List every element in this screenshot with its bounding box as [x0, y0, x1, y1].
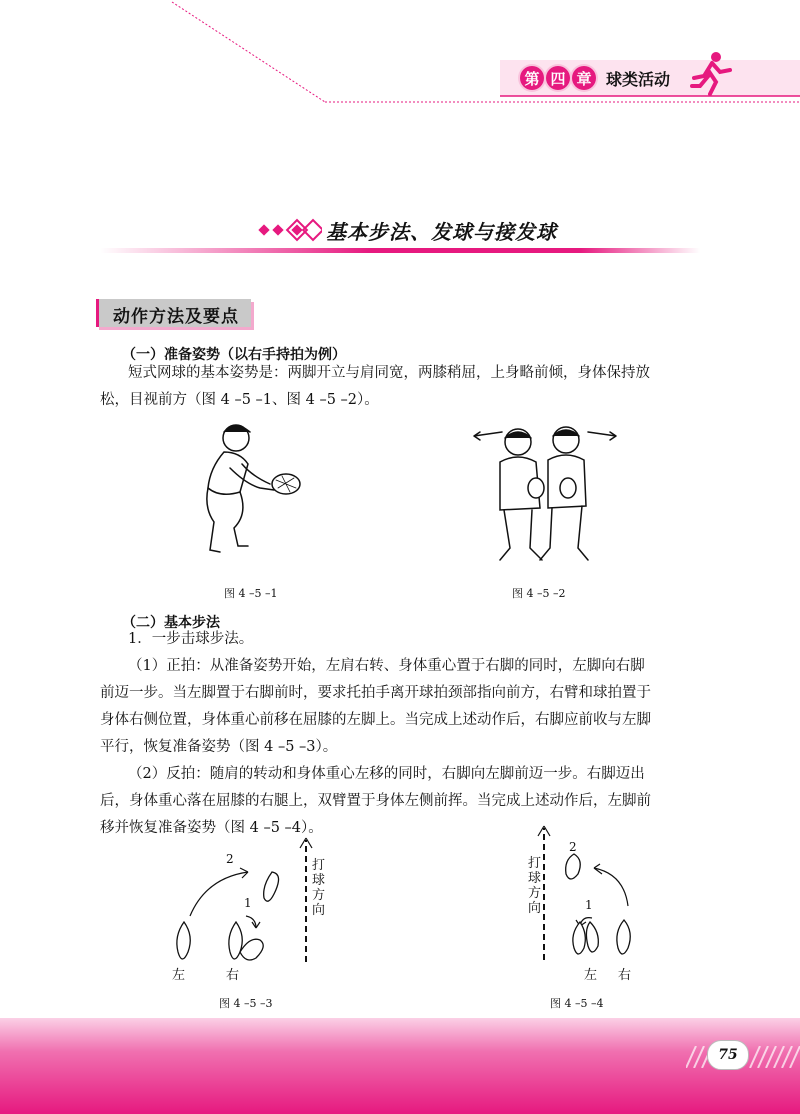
figure-caption: 图 4 –5 –3 [219, 997, 273, 1010]
direction-label: 打球方向 [312, 858, 326, 918]
text-line: （1）正拍：从准备姿势开始，左肩右转、身体重心置于右脚的同时，左脚向右脚 [128, 658, 645, 674]
chapter-title: 球类活动 [606, 69, 671, 89]
header-decoration [0, 0, 800, 110]
direction-label: 打球方向 [528, 856, 542, 916]
left-foot-label: 左 [172, 968, 186, 983]
text-line: 后，身体重心落在屈膝的右腿上，双臂置于身体左侧前挥。当完成上述动作后，左脚前 [100, 793, 651, 809]
figure-ready-stance-front [470, 418, 620, 573]
chapter-header [520, 62, 670, 94]
text-line: 身体右侧位置，身体重心前移在屈膝的左脚上。当完成上述动作后，右脚应前收与左脚 [100, 712, 651, 728]
chapter-char: 四 [546, 66, 570, 90]
text-line: （2）反拍：随肩的转动和身体重心左移的同时，右脚向左脚前迈一步。右脚迈出 [128, 766, 645, 782]
page-number: 75 [707, 1040, 749, 1070]
subheading-box [96, 299, 251, 327]
runner-icon [690, 50, 734, 96]
figure-caption: 图 4 –5 –2 [512, 587, 566, 600]
diamond-ornament-icon [256, 218, 322, 242]
text-line: 1．一步击球步法。 [128, 631, 254, 647]
footer-band [0, 1018, 800, 1114]
part1-heading: （一）准备姿势（以右手持拍为例） [122, 347, 346, 363]
part1-paragraph [100, 360, 710, 414]
text-line: 短式网球的基本姿势是：两脚开立与肩同宽，两膝稍屈，上身略前倾，身体保持放 [128, 365, 650, 381]
part2-heading: （二）基本步法 [122, 615, 220, 631]
text-line: 松，目视前方（图 4 –5 –1、图 4 –5 –2）。 [100, 392, 379, 408]
step-number: 1 [585, 898, 593, 912]
right-foot-label: 右 [226, 968, 240, 983]
right-foot-label: 右 [618, 968, 632, 983]
figure-caption: 图 4 –5 –1 [224, 587, 278, 600]
text-line: 前迈一步。当左脚置于右脚前时，要求托拍手离开球拍颈部指向前方，右臂和球拍置于 [100, 685, 651, 701]
figure-caption: 图 4 –5 –4 [550, 997, 604, 1010]
left-foot-label: 左 [584, 968, 598, 983]
step-number: 1 [244, 896, 252, 910]
text-line: 平行，恢复准备姿势（图 4 –5 –3）。 [100, 739, 338, 755]
backhand-footwork-diagram [500, 820, 660, 980]
step-number: 2 [569, 840, 577, 854]
section-underline [100, 248, 700, 253]
chapter-char: 章 [572, 66, 596, 90]
section-title: 基本步法、发球与接发球 [326, 220, 557, 244]
step-number: 2 [226, 852, 234, 866]
text-line: 移并恢复准备姿势（图 4 –5 –4）。 [100, 820, 323, 836]
part2-item1 [100, 626, 710, 653]
forehand-paragraph [100, 653, 710, 761]
chapter-char: 第 [520, 66, 544, 90]
subheading-text: 动作方法及要点 [113, 307, 239, 327]
figure-ready-stance-side [190, 418, 310, 568]
